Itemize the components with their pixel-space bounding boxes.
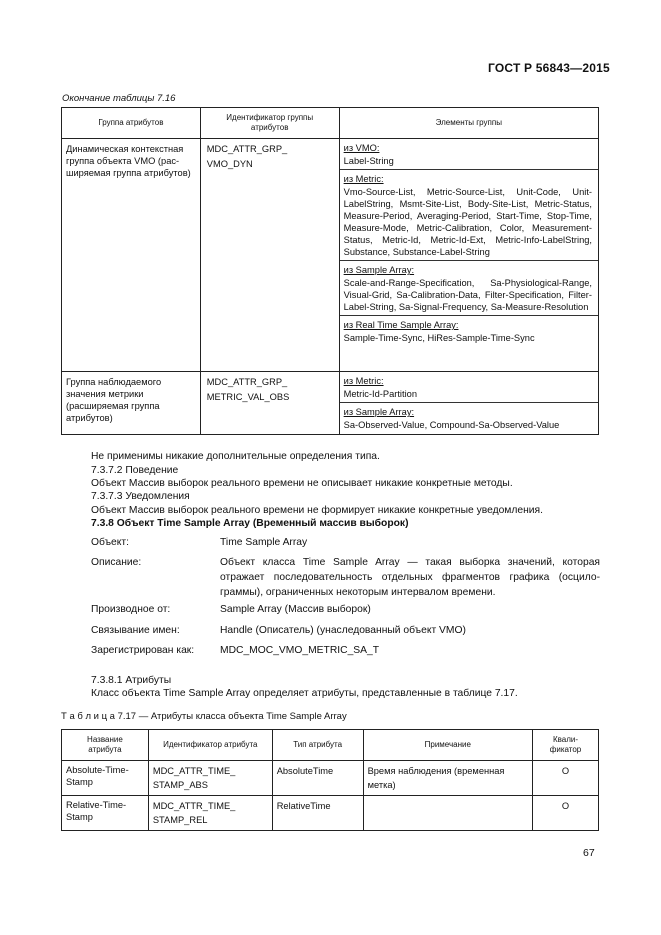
attribute-id-cell <box>148 761 272 796</box>
column-header: Примечание <box>363 730 532 761</box>
attribute-note-cell <box>363 796 532 831</box>
group-name-cell: Динамическая контекстная группа объекта VMO (расширяемая группа атрибутов) <box>62 139 201 372</box>
attribute-note-cell: Время наблюдения (временная метка) <box>363 761 532 796</box>
section-heading: из Real Time Sample Array: <box>343 320 459 330</box>
id-line: MDC_ATTR_TIME_ <box>152 766 236 776</box>
definition-label: Описание: <box>91 557 142 568</box>
attribute-type-cell: RelativeTime <box>272 796 363 831</box>
divider <box>340 260 598 261</box>
table-header-row <box>62 730 599 761</box>
section-heading: из VMO: <box>343 143 380 153</box>
time-sample-array-attributes-table <box>61 729 599 831</box>
paragraph: Объект Массив выборок реального времени не формирует никакие конкретные уведомления. <box>91 505 543 516</box>
id-line: METRIC_VAL_OBS <box>206 392 290 402</box>
group-elements-cell <box>339 139 598 372</box>
standard-header: ГОСТ Р 56843—2015 <box>488 61 610 75</box>
paragraph: Не применимы никакие дополнительные определения типа. <box>91 451 380 462</box>
section-heading: из Sample Array: <box>343 407 415 417</box>
definition-value: Объект класса Time Sample Array — такая выборка значений, которая отражает последовательность отдельных фрагментов графика (осцилограммы), ограниченных некоторым интервалом времени. <box>220 557 600 598</box>
section-heading: из Sample Array: <box>343 265 415 275</box>
group-id-cell <box>200 139 339 372</box>
definition-label: Производное от: <box>91 604 171 615</box>
table-row <box>62 796 599 831</box>
group-name-cell: Группа наблюдаемого значения метрики (расширяемая группа атрибутов) <box>62 372 201 435</box>
id-line: MDC_ATTR_GRP_ <box>206 144 288 154</box>
attribute-type-cell: AbsoluteTime <box>272 761 363 796</box>
section-heading: из Metric: <box>343 174 384 184</box>
definition-label: Зарегистрирован как: <box>91 645 195 656</box>
id-line: VMO_DYN <box>206 159 253 169</box>
column-header: Элементы группы <box>339 108 598 139</box>
section-heading-7372: 7.3.7.2 Поведение <box>91 465 179 476</box>
section-heading: из Metric: <box>343 376 384 386</box>
definition-label: Объект: <box>91 537 129 548</box>
group-id-cell <box>200 372 339 435</box>
definition-value: Time Sample Array <box>220 537 308 548</box>
attribute-qualifier-cell: O <box>533 761 599 796</box>
divider <box>340 169 598 170</box>
section-items: Vmo-Source-List, Metric-Source-List, Unit-Code, Unit-LabelString, Msmt-Site-List, Body-Site-List, Metric-Status, Measure-Period, Averaging-Period, Start-Time, Stop-Time, Measure-Mode, Metric-Calibration, Color, Measurement-Status, Metric-Id, Metric-Id-Ext, Metric-Info-LabelString, Substance, Substance-Label-String <box>343 187 592 257</box>
attribute-name-cell: Relative-Time-Stamp <box>62 796 149 831</box>
definition-value: MDC_MOC_VMO_METRIC_SA_T <box>220 645 380 656</box>
divider <box>340 315 598 316</box>
id-line: STAMP_REL <box>152 815 208 825</box>
table-continuation-caption: Окончание таблицы 7.16 <box>62 93 176 104</box>
attribute-qualifier-cell: O <box>533 796 599 831</box>
attribute-id-cell <box>148 796 272 831</box>
column-header: Тип атрибута <box>272 730 363 761</box>
attribute-groups-table <box>61 107 599 435</box>
table-header-row <box>62 108 599 139</box>
table-caption: Т а б л и ц а 7.17 — Атрибуты класса объекта Time Sample Array <box>61 711 347 722</box>
section-items: Label-String <box>343 156 394 166</box>
section-items: Metric-Id-Partition <box>343 389 417 399</box>
group-elements-cell <box>339 372 598 435</box>
table-row <box>62 139 599 372</box>
section-heading-7381: 7.3.8.1 Атрибуты <box>91 675 172 686</box>
section-heading-7373: 7.3.7.3 Уведомления <box>91 491 190 502</box>
column-header: Идентификатор группы атрибутов <box>200 108 339 139</box>
paragraph: Класс объекта Time Sample Array определяет атрибуты, представленные в таблице 7.17. <box>91 688 518 699</box>
section-items: Sa-Observed-Value, Compound-Sa-Observed-Value <box>343 420 560 430</box>
table-row <box>62 372 599 435</box>
column-header: Название атрибута <box>62 730 149 761</box>
definition-value: Sample Array (Массив выборок) <box>220 604 371 615</box>
id-line: MDC_ATTR_GRP_ <box>206 377 288 387</box>
id-line: STAMP_ABS <box>152 780 208 790</box>
section-items: Sample-Time-Sync, HiRes-Sample-Time-Sync <box>343 333 535 343</box>
paragraph: Объект Массив выборок реального времени не описывает никакие конкретные методы. <box>91 478 513 489</box>
section-heading-738: 7.3.8 Объект Time Sample Array (Временный массив выборок) <box>91 518 409 529</box>
table-row <box>62 761 599 796</box>
id-line: MDC_ATTR_TIME_ <box>152 801 236 811</box>
page-number: 67 <box>583 847 595 859</box>
column-header: Квалификатор <box>533 730 599 761</box>
definition-label: Связывание имен: <box>91 625 180 636</box>
attribute-name-cell: Absolute-Time-Stamp <box>62 761 149 796</box>
definition-value: Handle (Описатель) (унаследованный объект VMO) <box>220 625 466 636</box>
column-header: Идентификатор атрибута <box>148 730 272 761</box>
divider <box>340 402 598 403</box>
column-header: Группа атрибутов <box>62 108 201 139</box>
section-items: Scale-and-Range-Specification, Sa-Physiological-Range, Visual-Grid, Sa-Calibration-Data, Filter-Specification, Filter-Label-String, Sa-Signal-Frequency, Sa-Measure-Resolution <box>343 278 592 312</box>
